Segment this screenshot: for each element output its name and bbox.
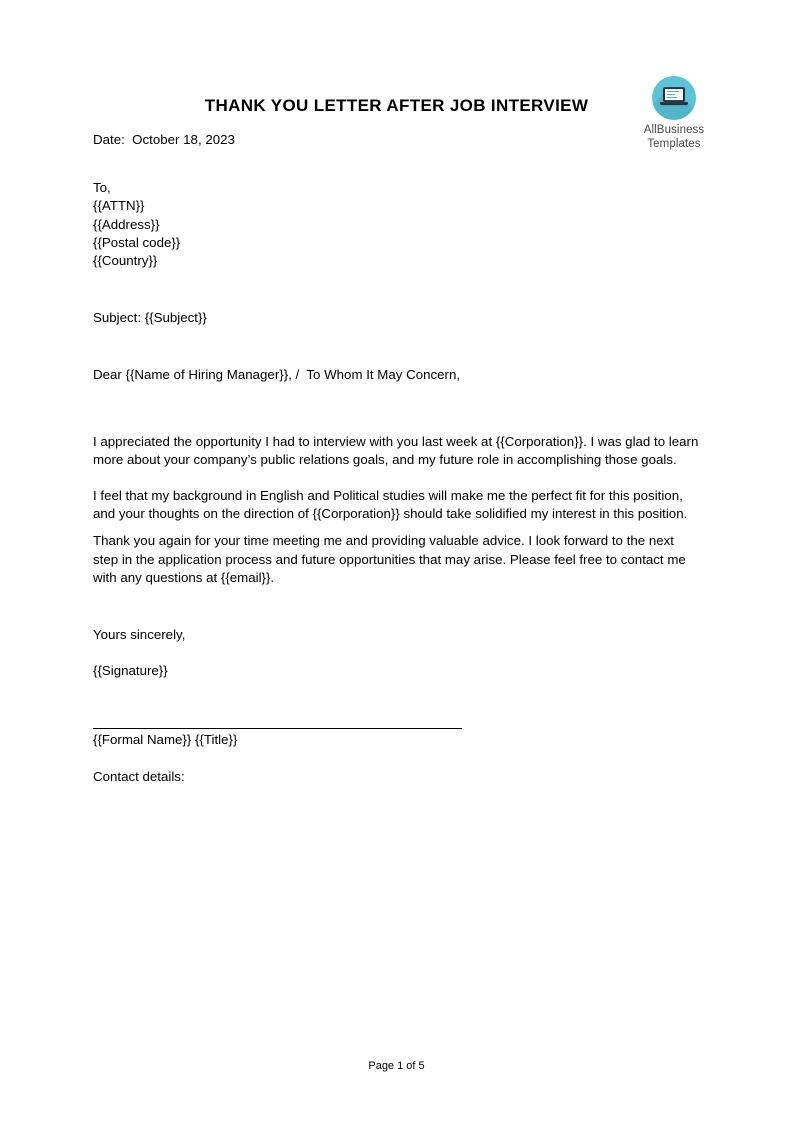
spacer xyxy=(93,523,699,532)
to-label: To, xyxy=(93,180,111,196)
spacer xyxy=(93,357,699,366)
body-paragraph-2: I feel that my background in English and Political studies will make me the perfect fit for this position, and your thoughts on the direction of {{Corporation}} should take solidified my interest in this position. xyxy=(93,488,688,522)
page-footer: Page 1 of 5 xyxy=(368,1060,425,1072)
page-title: THANK YOU LETTER AFTER JOB INTERVIEW xyxy=(204,96,589,115)
recipient-attn: {{ATTN}} xyxy=(93,198,145,214)
spacer xyxy=(93,469,699,487)
signature-rule xyxy=(93,728,462,729)
logo-line-2: Templates xyxy=(647,137,701,150)
signature-placeholder: {{Signature}} xyxy=(93,663,168,679)
body-paragraph-1: I appreciated the opportunity I had to interview with you last week at {{Corporation}}. I was glad to learn more about your company’s public relations goals, and my future role in accomplishing those goals. xyxy=(93,433,699,467)
spacer xyxy=(93,710,699,728)
formal-name-title: {{Formal Name}} {{Title}} xyxy=(93,732,238,748)
spacer xyxy=(93,270,699,300)
spacer xyxy=(93,149,699,179)
screen-line xyxy=(667,94,675,95)
date-line: Date: October 18, 2023 xyxy=(93,132,235,147)
recipient-address: {{Address}} xyxy=(93,216,160,232)
spacer xyxy=(93,617,699,626)
spacer xyxy=(93,385,699,415)
salutation: Dear {{Name of Hiring Manager}}, / To Whom It May Concern, xyxy=(93,367,461,383)
logo-line-1: AllBusiness xyxy=(643,124,705,136)
subject-line: Subject: {{Subject}} xyxy=(93,310,207,326)
body-paragraph-3: Thank you again for your time meeting me and providing valuable advice. I look forward to the next step in the application process and future opportunities that may arise. Please feel free to contact me with any questions at {{email}}. xyxy=(93,533,686,585)
spacer xyxy=(93,750,699,768)
spacer xyxy=(93,587,699,617)
recipient-country: {{Country}} xyxy=(93,253,158,269)
spacer xyxy=(93,300,699,309)
spacer xyxy=(93,680,699,710)
spacer xyxy=(93,415,699,433)
letter-body xyxy=(93,131,699,786)
spacer xyxy=(93,644,699,662)
spacer xyxy=(93,327,699,357)
recipient-address-block xyxy=(93,179,699,270)
contact-details-label: Contact details: xyxy=(93,768,185,784)
screen-line xyxy=(667,91,679,92)
valediction: Yours sincerely, xyxy=(93,627,186,643)
recipient-postal-code: {{Postal code}} xyxy=(93,234,181,250)
